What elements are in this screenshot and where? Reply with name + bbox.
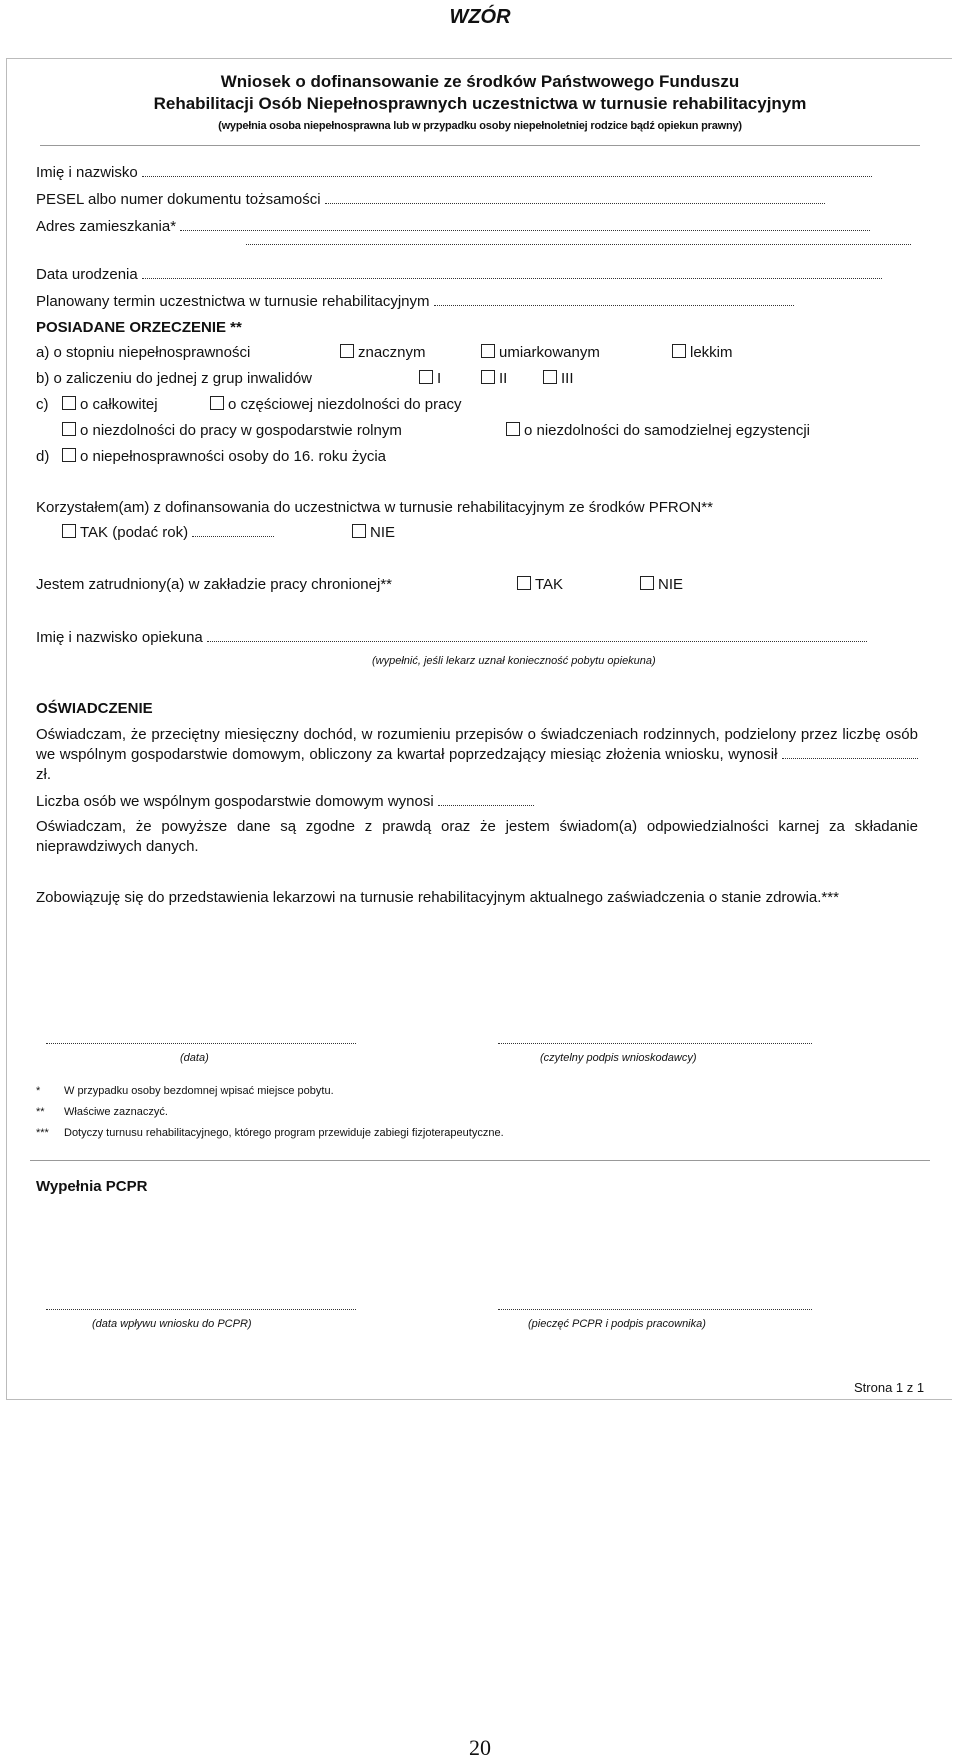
employment-no-option[interactable] xyxy=(640,576,683,593)
signature-caption: (czytelny podpis wnioskodawcy) xyxy=(540,1052,697,1064)
term-input-line[interactable] xyxy=(434,293,794,306)
dob-label: Data urodzenia xyxy=(36,266,138,283)
footnote-1: W przypadku osoby bezdomnej wpisać miejsce pobytu. xyxy=(64,1085,334,1097)
title-line-3: (wypełnia osoba niepełnosprawna lub w przypadku osoby niepełnoletniej rodzice bądź opiekun prawny) xyxy=(218,120,742,132)
footnote-3-mark: *** xyxy=(36,1127,49,1139)
option-partial-incapacity[interactable] xyxy=(210,396,461,413)
prior-funding-question: Korzystałem(am) z dofinansowania do uczestnictwa w turnusie rehabilitacyjnym ze środków PFRON** xyxy=(36,499,713,516)
checkbox[interactable] xyxy=(640,576,654,590)
option-independent-living[interactable] xyxy=(506,422,810,439)
footnote-1-mark: * xyxy=(36,1085,41,1097)
term-field xyxy=(36,293,794,310)
pcpr-stamp-line[interactable] xyxy=(498,1309,812,1310)
checkbox[interactable] xyxy=(543,370,557,384)
statement-truth: Oświadczam, że powyższe dane są zgodne z prawdą oraz że jestem świadom(a) odpowiedzialności karnej za składanie nieprawdziwych danych. xyxy=(36,818,918,855)
option-child-disability-label: o niepełnosprawności osoby do 16. roku życia xyxy=(80,448,387,465)
option-group-iii-label: III xyxy=(561,370,574,387)
checkbox[interactable] xyxy=(672,344,686,358)
statement-income xyxy=(36,725,918,785)
option-moderate[interactable] xyxy=(481,344,600,361)
footnote-3: Dotyczy turnusu rehabilitacyjnego, którego program przewiduje zabiegi fizjoterapeutyczne. xyxy=(64,1127,504,1139)
pesel-field xyxy=(36,191,825,208)
date-signature-line[interactable] xyxy=(46,1043,356,1044)
pcpr-heading: Wypełnia PCPR xyxy=(36,1178,148,1195)
checkbox[interactable] xyxy=(340,344,354,358)
checkbox[interactable] xyxy=(62,422,76,436)
name-field xyxy=(36,164,872,181)
option-total-incapacity[interactable] xyxy=(62,396,158,413)
option-severe[interactable] xyxy=(340,344,426,361)
title-line-1: Wniosek o dofinansowanie ze środków Państwowego Funduszu xyxy=(220,72,740,91)
checkbox[interactable] xyxy=(481,370,495,384)
address-field xyxy=(36,218,870,235)
statement-heading: OŚWIADCZENIE xyxy=(36,700,153,717)
certificate-a-label: a) o stopniu niepełnosprawności xyxy=(36,344,251,361)
option-independent-living-label: o niezdolności do samodzielnej egzystencji xyxy=(524,422,810,439)
guardian-field xyxy=(36,629,867,646)
name-label: Imię i nazwisko xyxy=(36,164,138,181)
checkbox[interactable] xyxy=(517,576,531,590)
prior-no-label: NIE xyxy=(370,524,396,541)
prior-year-input-line[interactable] xyxy=(192,524,274,537)
pcpr-date-caption: (data wpływu wniosku do PCPR) xyxy=(92,1318,252,1330)
page-number: 20 xyxy=(469,1735,491,1760)
option-group-i-label: I xyxy=(437,370,442,387)
footnote-2: Właściwe zaznaczyć. xyxy=(64,1106,168,1118)
term-label: Planowany termin uczestnictwa w turnusie rehabilitacyjnym xyxy=(36,293,430,310)
title-divider xyxy=(40,145,920,146)
option-group-ii[interactable] xyxy=(481,370,507,387)
pcpr-date-line[interactable] xyxy=(46,1309,356,1310)
checkbox[interactable] xyxy=(352,524,366,538)
option-partial-incapacity-label: o częściowej niezdolności do pracy xyxy=(228,396,462,413)
pagination: Strona 1 z 1 xyxy=(854,1380,925,1395)
option-group-iii[interactable] xyxy=(543,370,574,387)
employment-no-label: NIE xyxy=(658,576,684,593)
employment-yes-option[interactable] xyxy=(517,576,563,593)
guardian-label: Imię i nazwisko opiekuna xyxy=(36,629,203,646)
certificate-c-prefix: c) xyxy=(36,396,49,413)
income-input-line[interactable] xyxy=(782,746,918,759)
prior-no-option[interactable] xyxy=(352,524,395,541)
household-count-field xyxy=(36,793,534,810)
prior-yes-option[interactable] xyxy=(62,524,274,541)
footnote-2-mark: ** xyxy=(36,1106,45,1118)
option-child-disability[interactable] xyxy=(62,448,386,465)
certificate-d-prefix: d) xyxy=(36,448,50,465)
option-total-incapacity-label: o całkowitej xyxy=(80,396,158,413)
document-header: WZÓR xyxy=(449,6,511,28)
certificate-heading: POSIADANE ORZECZENIE ** xyxy=(36,319,242,336)
checkbox[interactable] xyxy=(210,396,224,410)
guardian-note: (wypełnić, jeśli lekarz uznał konieczność pobytu opiekuna) xyxy=(372,655,656,667)
option-group-ii-label: II xyxy=(499,370,508,387)
income-currency: zł. xyxy=(36,766,51,783)
applicant-signature-line[interactable] xyxy=(498,1043,812,1044)
date-caption: (data) xyxy=(180,1052,209,1064)
statement-income-text: Oświadczam, że przeciętny miesięczny dochód, w rozumieniu przepisów o świadczeniach rodzinnych, podzielony przez liczbę osób we wspólnym gospodarstwie domowym, obliczony za kwartał poprzedzający miesiąc złożenia wniosku, wynosił xyxy=(36,726,918,763)
option-group-i[interactable] xyxy=(419,370,441,387)
dob-field xyxy=(36,266,882,283)
checkbox[interactable] xyxy=(419,370,433,384)
pcpr-stamp-caption: (pieczęć PCPR i podpis pracownika) xyxy=(528,1318,706,1330)
option-severe-label: znacznym xyxy=(358,344,426,361)
title-line-2: Rehabilitacji Osób Niepełnosprawnych uczestnictwa w turnusie rehabilitacyjnym xyxy=(153,94,807,113)
guardian-input-line[interactable] xyxy=(207,629,867,642)
checkbox[interactable] xyxy=(481,344,495,358)
option-farm-incapacity[interactable] xyxy=(62,422,402,439)
address-input-line[interactable] xyxy=(180,218,870,231)
prior-yes-label: TAK (podać rok) xyxy=(80,524,189,541)
option-mild[interactable] xyxy=(672,344,733,361)
checkbox[interactable] xyxy=(62,396,76,410)
statement-health-certificate: Zobowiązuję się do przedstawienia lekarzowi na turnusie rehabilitacyjnym aktualnego zaświadczenia o stanie zdrowia.*** xyxy=(36,889,839,906)
dob-input-line[interactable] xyxy=(142,266,882,279)
checkbox[interactable] xyxy=(506,422,520,436)
household-count-input-line[interactable] xyxy=(438,793,534,806)
checkbox[interactable] xyxy=(62,448,76,462)
option-farm-incapacity-label: o niezdolności do pracy w gospodarstwie rolnym xyxy=(80,422,402,439)
address-input-line-2[interactable] xyxy=(246,244,911,245)
pesel-input-line[interactable] xyxy=(325,191,825,204)
checkbox[interactable] xyxy=(62,524,76,538)
name-input-line[interactable] xyxy=(142,164,872,177)
option-moderate-label: umiarkowanym xyxy=(499,344,600,361)
household-count-label: Liczba osób we wspólnym gospodarstwie domowym wynosi xyxy=(36,793,434,810)
certificate-b-label: b) o zaliczeniu do jednej z grup inwalidów xyxy=(36,370,312,387)
pesel-label: PESEL albo numer dokumentu tożsamości xyxy=(36,191,321,208)
employment-question: Jestem zatrudniony(a) w zakładzie pracy chronionej** xyxy=(36,576,393,593)
employment-yes-label: TAK xyxy=(535,576,564,593)
address-label: Adres zamieszkania* xyxy=(36,218,177,235)
option-mild-label: lekkim xyxy=(690,344,733,361)
pcpr-divider xyxy=(30,1160,930,1161)
